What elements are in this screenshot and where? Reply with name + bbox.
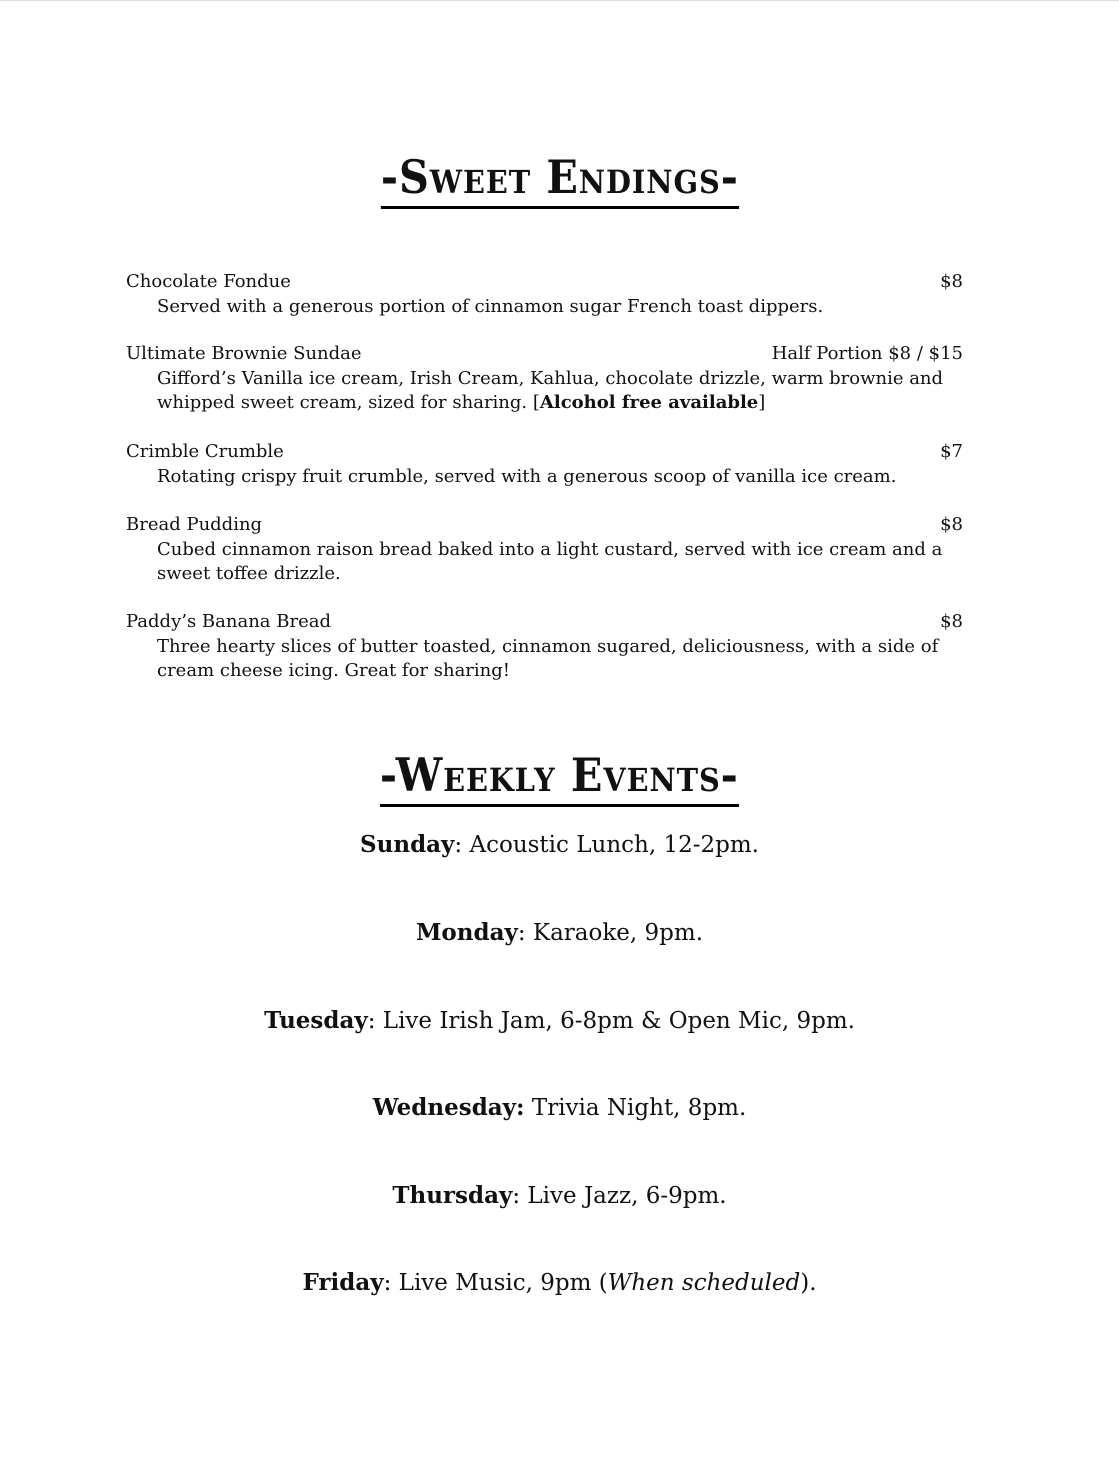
alcohol-free-note: Alcohol free available xyxy=(539,392,759,413)
item-description: Served with a generous portion of cinnamon sugar French toast dippers. xyxy=(157,295,824,317)
page-top-border xyxy=(0,0,1119,1)
event-details: Trivia Night, 8pm. xyxy=(524,1095,747,1121)
event-line xyxy=(0,1268,1119,1298)
item-description: Three hearty slices of butter toasted, cinnamon sugared, deliciousness, with a side of cream cheese icing. Great for sharing! xyxy=(157,635,939,681)
item-price: $8 xyxy=(940,514,963,535)
event-details: : Acoustic Lunch, 12-2pm. xyxy=(454,832,759,858)
item-description xyxy=(126,367,963,416)
event-day: Monday xyxy=(415,919,518,946)
event-details: : Live Music, 9pm ( xyxy=(383,1270,608,1296)
event-day: Thursday xyxy=(392,1182,513,1209)
item-name: Chocolate Fondue xyxy=(126,271,291,292)
item-description-end: ] xyxy=(758,392,766,413)
item-price: Half Portion $8 / $15 xyxy=(771,343,963,364)
event-day: Wednesday: xyxy=(372,1094,525,1121)
sweet-endings-title: -Sweet Endings- xyxy=(381,154,739,209)
item-price: $7 xyxy=(940,441,963,462)
menu-item xyxy=(126,513,963,587)
item-price: $8 xyxy=(940,271,963,292)
item-name: Paddy’s Banana Bread xyxy=(126,611,331,632)
event-details: : Live Jazz, 6-9pm. xyxy=(512,1183,727,1209)
event-day: Sunday xyxy=(360,831,455,858)
item-name: Ultimate Brownie Sundae xyxy=(126,343,362,364)
sweet-endings-heading xyxy=(0,150,1119,209)
event-line xyxy=(0,1181,1119,1211)
item-price: $8 xyxy=(940,611,963,632)
event-line xyxy=(0,1093,1119,1123)
event-line xyxy=(0,1006,1119,1036)
item-name: Crimble Crumble xyxy=(126,441,284,462)
event-line xyxy=(0,830,1119,860)
event-details: : Live Irish Jam, 6-8pm & Open Mic, 9pm. xyxy=(367,1008,855,1034)
event-details: : Karaoke, 9pm. xyxy=(517,920,704,946)
event-day: Tuesday xyxy=(264,1007,368,1034)
event-details-end: ). xyxy=(800,1270,817,1296)
menu-item xyxy=(126,342,963,416)
menu-item xyxy=(126,610,963,684)
event-line xyxy=(0,918,1119,948)
item-description-text: Gifford’s Vanilla ice cream, Irish Cream, Kahlua, chocolate drizzle, warm brownie and whipped sweet cream, sized for sharing. [ xyxy=(157,367,944,413)
item-name: Bread Pudding xyxy=(126,514,263,535)
weekly-events-title: -Weekly Events- xyxy=(380,752,739,807)
item-description: Rotating crispy fruit crumble, served with a generous scoop of vanilla ice cream. xyxy=(157,465,897,487)
menu-item xyxy=(126,270,963,319)
weekly-events-heading xyxy=(0,748,1119,807)
event-day: Friday xyxy=(302,1269,384,1296)
menu-item xyxy=(126,440,963,489)
event-note: When scheduled xyxy=(607,1270,801,1296)
item-description: Cubed cinnamon raison bread baked into a light custard, served with ice cream and a sweet toffee drizzle. xyxy=(157,538,943,584)
